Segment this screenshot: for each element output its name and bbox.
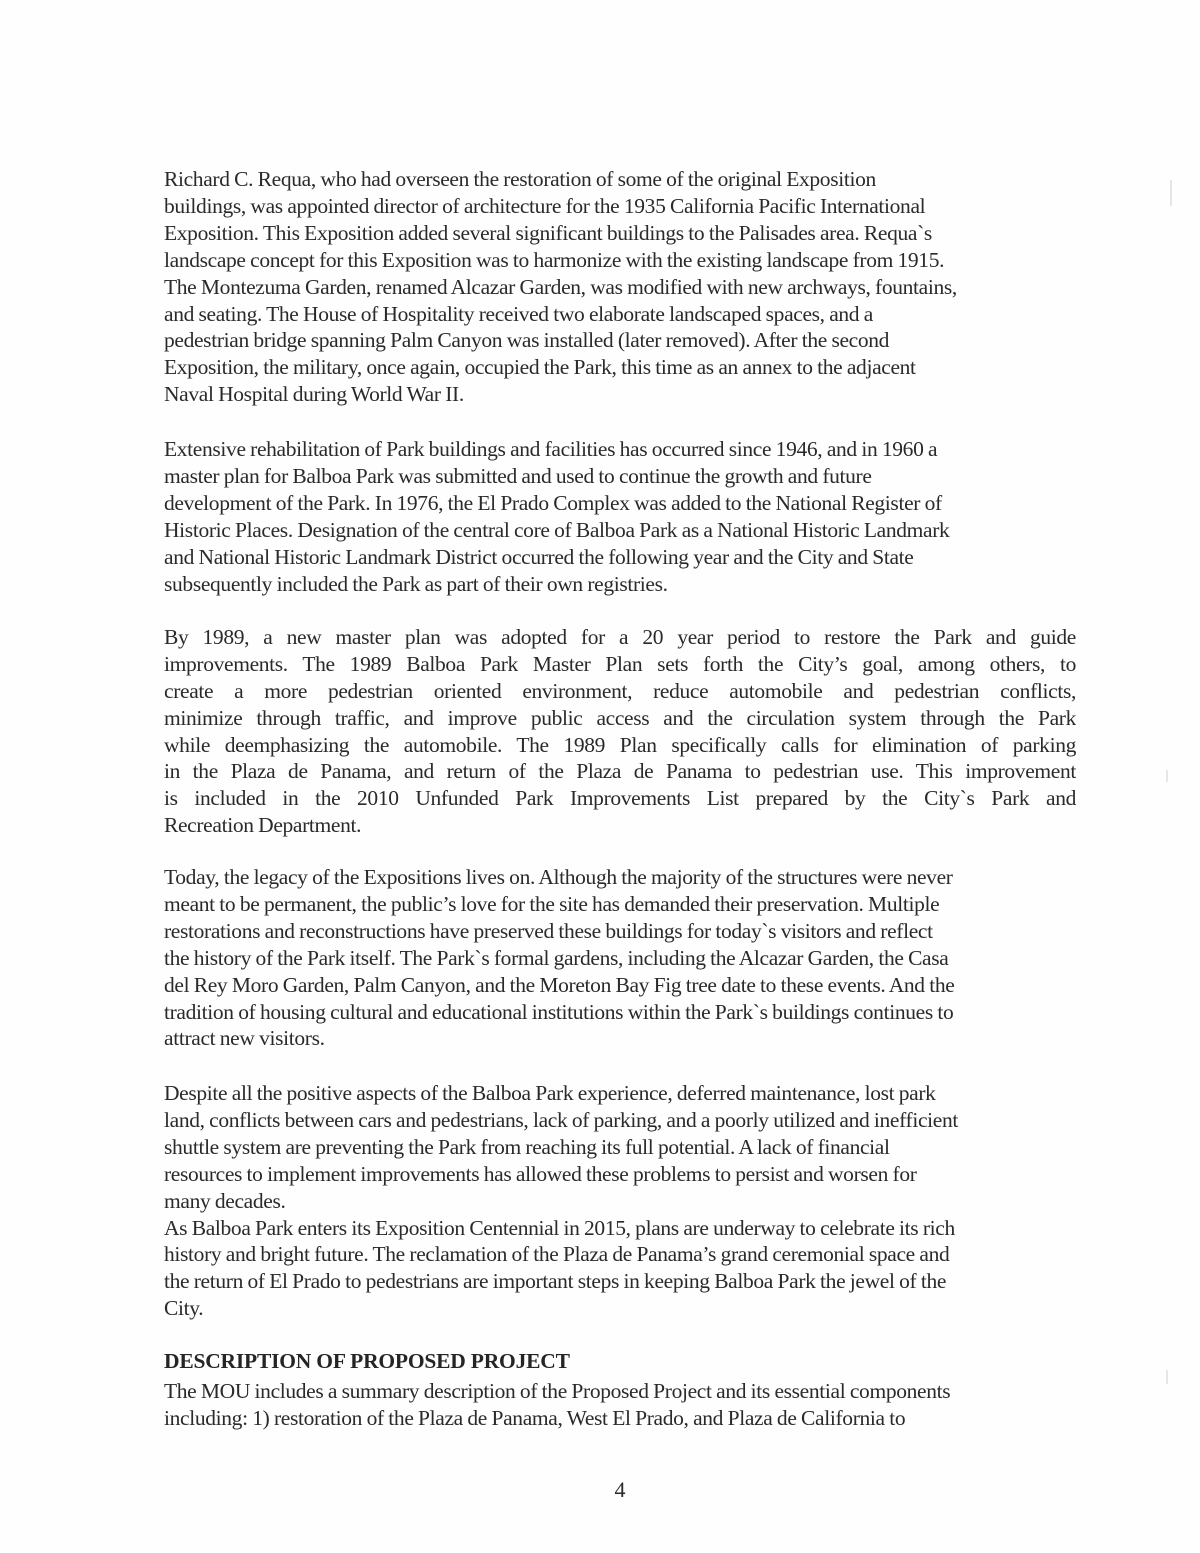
text-line: tradition of housing cultural and educational institutions within the Park`s buildings continues to	[164, 999, 954, 1024]
text-line: and National Historic Landmark District occurred the following year and the City and State	[164, 544, 914, 569]
text-line: buildings, was appointed director of architecture for the 1935 California Pacific International	[164, 193, 926, 218]
text-line: and seating. The House of Hospitality received two elaborate landscaped spaces, and a	[164, 301, 873, 326]
text-line: Exposition. This Exposition added several significant buildings to the Palisades area. Requa`s	[164, 220, 932, 245]
scan-artifact	[1166, 1370, 1168, 1384]
scan-artifact	[1170, 180, 1172, 206]
text-line: history and bright future. The reclamation of the Plaza de Panama’s grand ceremonial space and	[164, 1242, 950, 1267]
text-line: By 1989, a new master plan was adopted for a 20 year period to restore the Park and guide	[164, 625, 1076, 649]
text-line: improvements. The 1989 Balboa Park Master Plan sets forth the City’s goal, among others, to	[164, 651, 1076, 676]
text-line: the history of the Park itself. The Park`s formal gardens, including the Alcazar Garden, the Casa	[164, 945, 949, 970]
text-line: attract new visitors.	[164, 1026, 325, 1051]
text-line: the return of El Prado to pedestrians are important steps in keeping Balboa Park the jewel of the	[164, 1269, 947, 1294]
text-line: land, conflicts between cars and pedestrians, lack of parking, and a poorly utilized and inefficient	[164, 1107, 959, 1132]
text-line: master plan for Balboa Park was submitted and used to continue the growth and future	[164, 463, 872, 488]
text-line: development of the Park. In 1976, the El Prado Complex was added to the National Register of	[164, 490, 942, 515]
text-line: minimize through traffic, and improve public access and the circulation system through the Park	[164, 705, 1076, 730]
text-line: Historic Places. Designation of the central core of Balboa Park as a National Historic Landmark	[164, 517, 950, 542]
text-line: create a more pedestrian oriented environment, reduce automobile and pedestrian conflicts,	[164, 678, 1076, 703]
text-line: meant to be permanent, the public’s love for the site has demanded their preservation. Multiple	[164, 891, 940, 916]
text-line: restorations and reconstructions have preserved these buildings for today`s visitors and reflect	[164, 918, 933, 943]
text-line: pedestrian bridge spanning Palm Canyon was installed (later removed). After the second	[164, 328, 890, 353]
text-line: is included in the 2010 Unfunded Park Improvements List prepared by the City`s Park and	[164, 786, 1076, 811]
text-line: Exposition, the military, once again, occupied the Park, this time as an annex to the adjacent	[164, 355, 916, 380]
paragraph-legacy	[164, 864, 1076, 1052]
paragraph-proposed-project-intro	[164, 1378, 1076, 1432]
page-number: 4	[614, 1477, 626, 1502]
scan-artifact	[1166, 770, 1168, 782]
text-line: in the Plaza de Panama, and return of the Plaza de Panama to pedestrian use. This improvement	[164, 759, 1076, 784]
paragraph-requa-1935	[164, 166, 1076, 408]
text-line: resources to implement improvements has allowed these problems to persist and worsen for	[164, 1161, 917, 1186]
text-line: landscape concept for this Exposition was to harmonize with the existing landscape from 1915.	[164, 247, 945, 272]
text-line: Recreation Department.	[164, 813, 362, 838]
text-line: City.	[164, 1296, 204, 1321]
paragraph-rehabilitation-1946	[164, 436, 1076, 597]
text-line: Richard C. Requa, who had overseen the restoration of some of the original Exposition	[164, 167, 876, 191]
text-line: many decades.	[164, 1188, 286, 1213]
paragraph-master-plan-1989	[164, 624, 1076, 839]
text-line: while deemphasizing the automobile. The 1989 Plan specifically calls for elimination of parking	[164, 732, 1076, 757]
text-line: including: 1) restoration of the Plaza de Panama, West El Prado, and Plaza de California to	[164, 1405, 906, 1430]
text-line: The Montezuma Garden, renamed Alcazar Garden, was modified with new archways, fountains,	[164, 274, 957, 299]
text-line: The MOU includes a summary description of the Proposed Project and its essential components	[164, 1379, 951, 1403]
text-line: shuttle system are preventing the Park from reaching its full potential. A lack of financial	[164, 1134, 890, 1159]
text-line: Extensive rehabilitation of Park buildings and facilities has occurred since 1946, and in 1960 a	[164, 437, 938, 461]
text-line: Naval Hospital during World War II.	[164, 382, 464, 407]
text-line: subsequently included the Park as part of their own registries.	[164, 571, 668, 596]
text-line: As Balboa Park enters its Exposition Centennial in 2015, plans are underway to celebrate its rich	[164, 1215, 955, 1240]
text-line: del Rey Moro Garden, Palm Canyon, and the Moreton Bay Fig tree date to these events. And the	[164, 972, 955, 997]
section-heading: DESCRIPTION OF PROPOSED PROJECT	[164, 1349, 570, 1373]
paragraph-problems-and-centennial	[164, 1080, 1076, 1322]
text-line: Today, the legacy of the Expositions lives on. Although the majority of the structures were never	[164, 865, 953, 889]
text-line: Despite all the positive aspects of the Balboa Park experience, deferred maintenance, lost park	[164, 1081, 936, 1105]
